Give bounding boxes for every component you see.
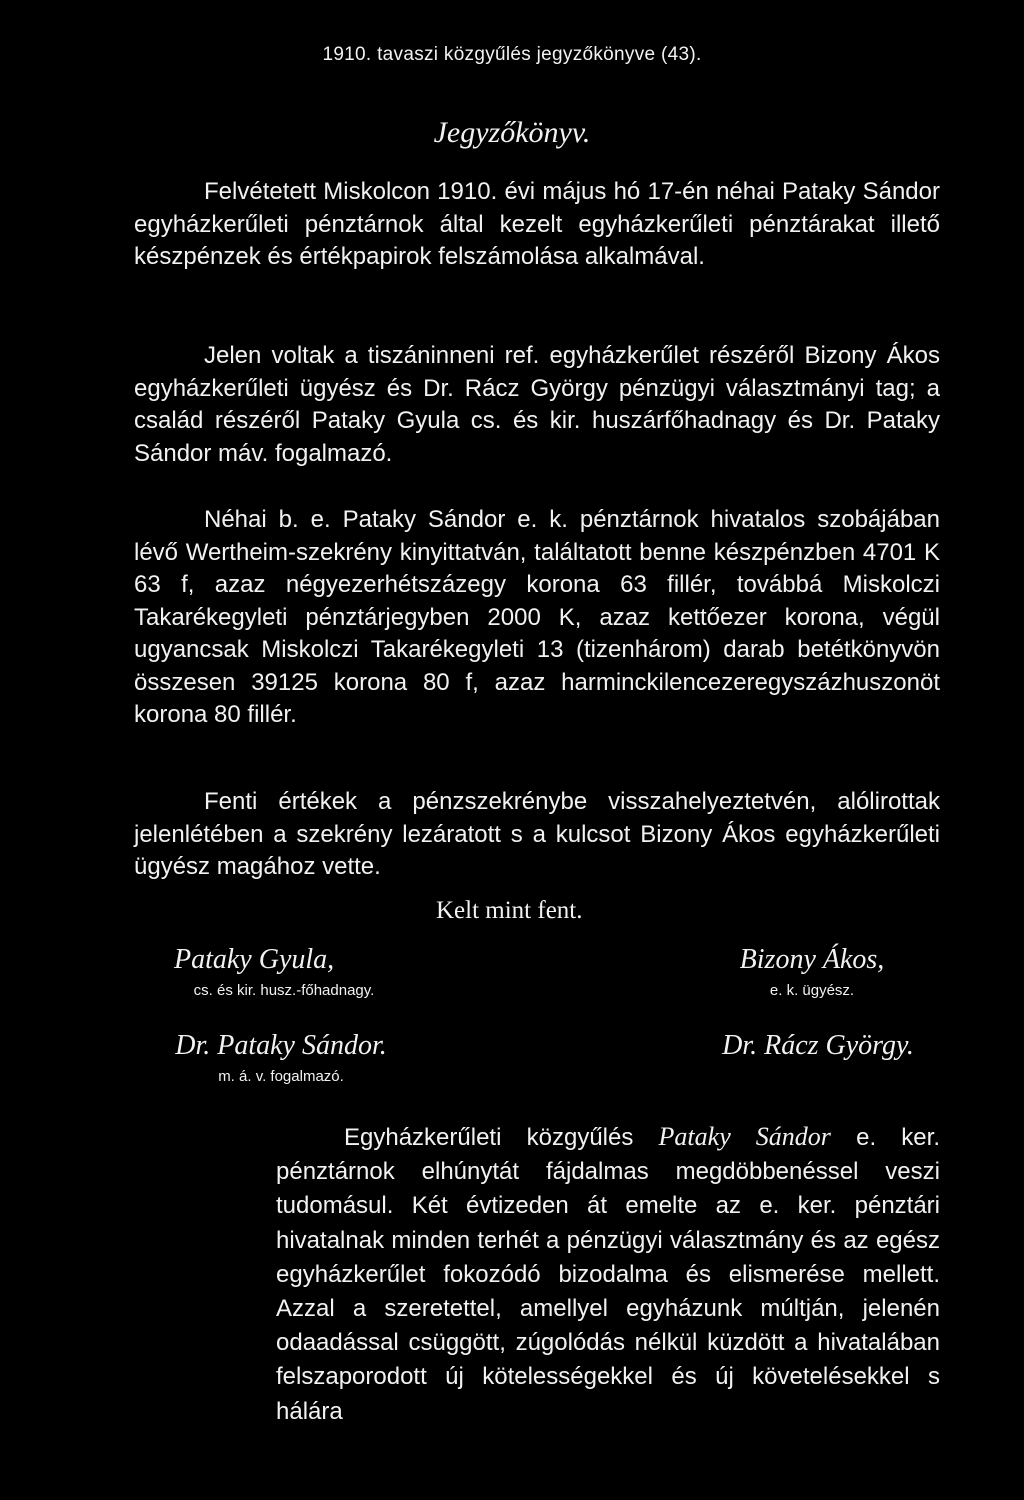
signature-name: Dr. Rácz György.	[722, 1030, 914, 1061]
signature-dr-pataky-sandor	[136, 1030, 426, 1085]
signature-dr-racz-gyorgy	[682, 1030, 954, 1062]
signature-role: m. á. v. fogalmazó.	[218, 1068, 344, 1085]
paragraph-text: Felvétetett Miskolcon 1910. évi május hó 17-én néhai Pataky Sándor egyházkerűleti pénztárnok által kezelt egyházkerűleti pénztárakat illető készpénzek és értékpapirok felszámolása alkalmával.	[134, 178, 940, 270]
paragraph-text: Fenti értékek a pénzszekrénybe visszahelyeztetvén, alólirottak jelenlétében a szekrény lezáratott s a kulcsot Bizony Ákos egyházkerűleti ügyész magához vette.	[134, 788, 940, 880]
signature-pataky-gyula	[144, 944, 424, 999]
paragraph-safe-contents	[134, 504, 940, 732]
paragraph-attendees	[134, 340, 940, 470]
signature-name: Dr. Pataky Sándor.	[175, 1030, 387, 1061]
paragraph-text: Jelen voltak a tiszáninneni ref. egyházkerűlet részéről Bizony Ákos egyházkerűleti ügyész és Dr. Rácz György pénzügyi választmányi tag; a család részéről Pataky Gyula cs. és kir. huszárfőhadnagy és Dr. Pataky Sándor máv. fogalmazó.	[134, 342, 940, 467]
paragraph-text: Néhai b. e. Pataky Sándor e. k. pénztárnok hivatalos szobájában lévő Wertheim-szekrény kinyittatván, találtatott benne készpénzben 4701 K 63 f, azaz négyezerhétszázegy korona 63 fillér, továbbá Miskolczi Takarékegyleti pénztárjegyben 2000 K, azaz kettőezer korona, végül ugyancsak Miskolczi Takarékegyleti 13 (tizenhárom) darab betétkönyvön összesen 39125 korona 80 f, azaz harminckilencezeregyszázhuszonöt korona 80 fillér.	[134, 506, 940, 728]
signature-name: Bizony Ákos,	[739, 944, 885, 975]
document-title: Jegyzőkönyv.	[433, 116, 591, 149]
signature-bizony-akos	[682, 944, 942, 999]
paragraph-intro	[134, 176, 940, 274]
resolution-name: Pataky Sándor	[658, 1122, 831, 1151]
resolution-body: e. ker. pénztárnok elhúnytát fájdalmas megdöbbenéssel veszi tudomásul. Két évtizeden át emelte az e. ker. pénztári hivatalnak minden terhét a pénzügyi választmány és az egész egyházkerűlet fokozódó bizodalma és elismerése mellett. Azzal a szeretettel, amellyel egyházunk múltján, jelenén odaadással csüggött, zúgolódás nélkül küzdött a hivatalában felszaporodott új kötelességekkel és új követelésekkel s hálára	[276, 1124, 940, 1425]
closing-line: Kelt mint fent.	[436, 897, 583, 924]
signature-name: Pataky Gyula,	[174, 944, 335, 975]
resolution-paragraph	[276, 1120, 940, 1429]
resolution-text	[276, 1120, 940, 1429]
running-head: 1910. tavaszi közgyűlés jegyzőkönyve (43).	[322, 44, 702, 65]
resolution-lead: Egyházkerűleti közgyűlés	[344, 1124, 634, 1151]
signature-role: cs. és kir. husz.-főhadnagy.	[193, 982, 375, 999]
paragraph-locking	[134, 786, 940, 884]
signature-role: e. k. ügyész.	[769, 982, 855, 999]
